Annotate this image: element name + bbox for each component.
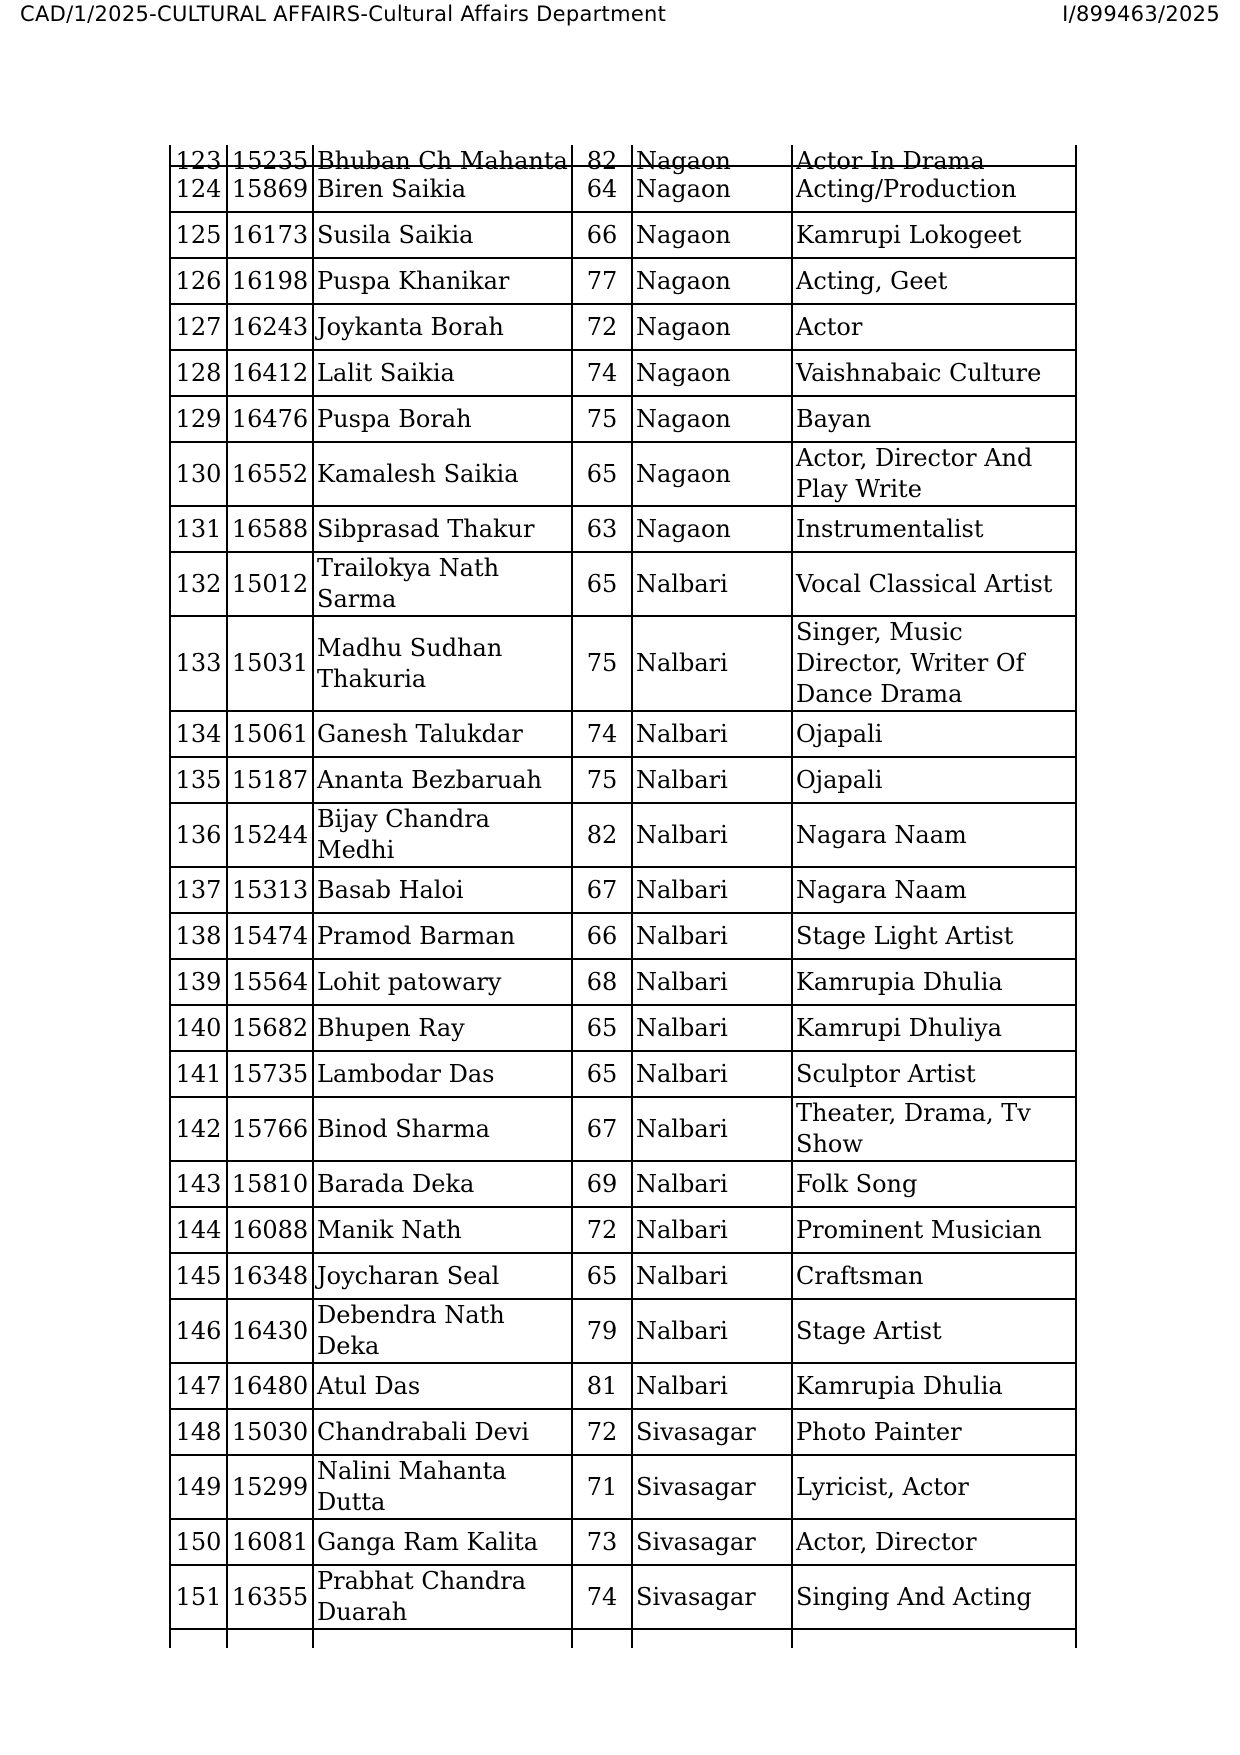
serial-cell: 143 <box>170 1161 227 1207</box>
id-cell: 15735 <box>227 1051 313 1097</box>
artist-table-wrapper <box>169 145 1075 1626</box>
district-cell: Sivasagar <box>632 1519 792 1565</box>
table-row <box>170 145 1076 166</box>
serial-cell: 148 <box>170 1409 227 1455</box>
age-cell: 67 <box>572 867 632 913</box>
serial-cell: 146 <box>170 1299 227 1363</box>
field-cell: Vocal Classical Artist <box>792 552 1076 616</box>
field-cell: Singing And Acting <box>792 1565 1076 1629</box>
field-cell: Photo Painter <box>792 1409 1076 1455</box>
id-cell: 15313 <box>227 867 313 913</box>
serial-cell: 150 <box>170 1519 227 1565</box>
field-cell: Bayan <box>792 396 1076 442</box>
district-cell: Nagaon <box>632 396 792 442</box>
serial-cell: 130 <box>170 442 227 506</box>
id-cell: 15682 <box>227 1005 313 1051</box>
name-cell: Biren Saikia <box>313 166 572 212</box>
age-cell: 74 <box>572 711 632 757</box>
district-cell: Nalbari <box>632 1097 792 1161</box>
district-cell: Nalbari <box>632 1363 792 1409</box>
table-row <box>170 867 1076 913</box>
age-cell: 82 <box>572 803 632 867</box>
district-cell: Sivasagar <box>632 1409 792 1455</box>
age-cell: 65 <box>572 552 632 616</box>
name-cell: Bhuban Ch Mahanta <box>313 145 572 166</box>
district-cell: Nagaon <box>632 212 792 258</box>
name-cell: Nalini Mahanta Dutta <box>313 1455 572 1519</box>
field-cell: Acting/Production <box>792 166 1076 212</box>
id-cell: 16355 <box>227 1565 313 1629</box>
name-cell: Pramod Barman <box>313 913 572 959</box>
field-cell: Kamrupi Lokogeet <box>792 212 1076 258</box>
age-cell: 65 <box>572 1253 632 1299</box>
table-row <box>170 1207 1076 1253</box>
empty-cell <box>170 1629 227 1648</box>
name-cell: Basab Haloi <box>313 867 572 913</box>
field-cell: Ojapali <box>792 711 1076 757</box>
field-cell: Nagara Naam <box>792 803 1076 867</box>
name-cell: Debendra Nath Deka <box>313 1299 572 1363</box>
field-cell: Kamrupia Dhulia <box>792 959 1076 1005</box>
serial-cell: 141 <box>170 1051 227 1097</box>
serial-cell: 149 <box>170 1455 227 1519</box>
serial-cell: 125 <box>170 212 227 258</box>
field-cell: Lyricist, Actor <box>792 1455 1076 1519</box>
name-cell: Atul Das <box>313 1363 572 1409</box>
district-cell: Nalbari <box>632 1051 792 1097</box>
name-cell: Joykanta Borah <box>313 304 572 350</box>
serial-cell: 142 <box>170 1097 227 1161</box>
age-cell: 75 <box>572 757 632 803</box>
district-cell: Nagaon <box>632 442 792 506</box>
district-cell: Nalbari <box>632 616 792 711</box>
district-cell: Nagaon <box>632 506 792 552</box>
serial-cell: 124 <box>170 166 227 212</box>
id-cell: 15869 <box>227 166 313 212</box>
name-cell: Manik Nath <box>313 1207 572 1253</box>
name-cell: Lambodar Das <box>313 1051 572 1097</box>
serial-cell: 140 <box>170 1005 227 1051</box>
district-cell: Nalbari <box>632 803 792 867</box>
name-cell: Ganesh Talukdar <box>313 711 572 757</box>
district-cell: Nalbari <box>632 1005 792 1051</box>
field-cell: Singer, Music Director, Writer Of Dance Drama <box>792 616 1076 711</box>
id-cell: 15766 <box>227 1097 313 1161</box>
serial-cell: 145 <box>170 1253 227 1299</box>
serial-cell: 132 <box>170 552 227 616</box>
id-cell: 15810 <box>227 1161 313 1207</box>
id-cell: 15299 <box>227 1455 313 1519</box>
field-cell: Actor, Director And Play Write <box>792 442 1076 506</box>
table-row <box>170 1455 1076 1519</box>
id-cell: 15187 <box>227 757 313 803</box>
age-cell: 65 <box>572 1005 632 1051</box>
district-cell: Nalbari <box>632 867 792 913</box>
table-row <box>170 913 1076 959</box>
district-cell: Sivasagar <box>632 1565 792 1629</box>
age-cell: 77 <box>572 258 632 304</box>
serial-cell: 123 <box>170 145 227 166</box>
table-row <box>170 959 1076 1005</box>
id-cell: 15031 <box>227 616 313 711</box>
field-cell: Ojapali <box>792 757 1076 803</box>
table-row-empty <box>170 1629 1076 1648</box>
age-cell: 67 <box>572 1097 632 1161</box>
age-cell: 75 <box>572 616 632 711</box>
age-cell: 64 <box>572 166 632 212</box>
district-cell: Nalbari <box>632 552 792 616</box>
district-cell: Nalbari <box>632 1253 792 1299</box>
empty-cell <box>792 1629 1076 1648</box>
field-cell: Theater, Drama, Tv Show <box>792 1097 1076 1161</box>
table-row <box>170 1409 1076 1455</box>
table-row <box>170 396 1076 442</box>
table-row <box>170 1565 1076 1629</box>
age-cell: 66 <box>572 913 632 959</box>
id-cell: 16243 <box>227 304 313 350</box>
id-cell: 15061 <box>227 711 313 757</box>
name-cell: Bijay Chandra Medhi <box>313 803 572 867</box>
table-row <box>170 711 1076 757</box>
table-row <box>170 757 1076 803</box>
age-cell: 79 <box>572 1299 632 1363</box>
name-cell: Kamalesh Saikia <box>313 442 572 506</box>
serial-cell: 129 <box>170 396 227 442</box>
name-cell: Chandrabali Devi <box>313 1409 572 1455</box>
age-cell: 75 <box>572 396 632 442</box>
table-row <box>170 1363 1076 1409</box>
field-cell: Actor In Drama <box>792 145 1076 166</box>
age-cell: 65 <box>572 442 632 506</box>
name-cell: Ganga Ram Kalita <box>313 1519 572 1565</box>
document-reference: CAD/1/2025-CULTURAL AFFAIRS-Cultural Affairs Department <box>20 2 667 26</box>
field-cell: Actor, Director <box>792 1519 1076 1565</box>
id-cell: 16430 <box>227 1299 313 1363</box>
serial-cell: 128 <box>170 350 227 396</box>
table-row <box>170 1097 1076 1161</box>
age-cell: 69 <box>572 1161 632 1207</box>
field-cell: Stage Artist <box>792 1299 1076 1363</box>
id-cell: 16348 <box>227 1253 313 1299</box>
id-cell: 16081 <box>227 1519 313 1565</box>
age-cell: 63 <box>572 506 632 552</box>
table-row <box>170 258 1076 304</box>
field-cell: Craftsman <box>792 1253 1076 1299</box>
id-cell: 15012 <box>227 552 313 616</box>
id-cell: 16412 <box>227 350 313 396</box>
district-cell: Nagaon <box>632 166 792 212</box>
name-cell: Barada Deka <box>313 1161 572 1207</box>
district-cell: Nalbari <box>632 959 792 1005</box>
district-cell: Nalbari <box>632 913 792 959</box>
field-cell: Folk Song <box>792 1161 1076 1207</box>
id-cell: 16088 <box>227 1207 313 1253</box>
artist-table <box>169 145 1077 1648</box>
table-row <box>170 1005 1076 1051</box>
district-cell: Sivasagar <box>632 1455 792 1519</box>
serial-cell: 126 <box>170 258 227 304</box>
district-cell: Nalbari <box>632 1299 792 1363</box>
empty-cell <box>313 1629 572 1648</box>
table-row <box>170 1051 1076 1097</box>
table-row <box>170 552 1076 616</box>
age-cell: 65 <box>572 1051 632 1097</box>
serial-cell: 136 <box>170 803 227 867</box>
name-cell: Binod Sharma <box>313 1097 572 1161</box>
district-cell: Nalbari <box>632 711 792 757</box>
age-cell: 71 <box>572 1455 632 1519</box>
id-cell: 16480 <box>227 1363 313 1409</box>
field-cell: Instrumentalist <box>792 506 1076 552</box>
district-cell: Nagaon <box>632 304 792 350</box>
id-cell: 15564 <box>227 959 313 1005</box>
district-cell: Nagaon <box>632 258 792 304</box>
field-cell: Vaishnabaic Culture <box>792 350 1076 396</box>
name-cell: Trailokya Nath Sarma <box>313 552 572 616</box>
age-cell: 74 <box>572 1565 632 1629</box>
id-cell: 16476 <box>227 396 313 442</box>
table-row <box>170 212 1076 258</box>
field-cell: Nagara Naam <box>792 867 1076 913</box>
age-cell: 82 <box>572 145 632 166</box>
table-row <box>170 1253 1076 1299</box>
serial-cell: 137 <box>170 867 227 913</box>
district-cell: Nalbari <box>632 757 792 803</box>
id-cell: 16173 <box>227 212 313 258</box>
id-cell: 15235 <box>227 145 313 166</box>
field-cell: Actor <box>792 304 1076 350</box>
name-cell: Ananta Bezbaruah <box>313 757 572 803</box>
id-cell: 16588 <box>227 506 313 552</box>
table-row <box>170 304 1076 350</box>
age-cell: 72 <box>572 304 632 350</box>
empty-cell <box>632 1629 792 1648</box>
table-row <box>170 350 1076 396</box>
age-cell: 74 <box>572 350 632 396</box>
id-cell: 15474 <box>227 913 313 959</box>
id-cell: 16198 <box>227 258 313 304</box>
field-cell: Prominent Musician <box>792 1207 1076 1253</box>
district-cell: Nalbari <box>632 1207 792 1253</box>
empty-cell <box>572 1629 632 1648</box>
id-cell: 15244 <box>227 803 313 867</box>
field-cell: Stage Light Artist <box>792 913 1076 959</box>
age-cell: 68 <box>572 959 632 1005</box>
table-row <box>170 1161 1076 1207</box>
field-cell: Kamrupi Dhuliya <box>792 1005 1076 1051</box>
name-cell: Susila Saikia <box>313 212 572 258</box>
name-cell: Prabhat Chandra Duarah <box>313 1565 572 1629</box>
serial-cell: 127 <box>170 304 227 350</box>
table-row <box>170 506 1076 552</box>
district-cell: Nagaon <box>632 350 792 396</box>
age-cell: 66 <box>572 212 632 258</box>
age-cell: 73 <box>572 1519 632 1565</box>
serial-cell: 139 <box>170 959 227 1005</box>
serial-cell: 147 <box>170 1363 227 1409</box>
name-cell: Bhupen Ray <box>313 1005 572 1051</box>
field-cell: Kamrupia Dhulia <box>792 1363 1076 1409</box>
name-cell: Puspa Khanikar <box>313 258 572 304</box>
name-cell: Sibprasad Thakur <box>313 506 572 552</box>
age-cell: 81 <box>572 1363 632 1409</box>
serial-cell: 133 <box>170 616 227 711</box>
name-cell: Puspa Borah <box>313 396 572 442</box>
table-row <box>170 616 1076 711</box>
field-cell: Sculptor Artist <box>792 1051 1076 1097</box>
document-id: I/899463/2025 <box>1062 2 1220 26</box>
serial-cell: 151 <box>170 1565 227 1629</box>
table-row <box>170 803 1076 867</box>
name-cell: Joycharan Seal <box>313 1253 572 1299</box>
field-cell: Acting, Geet <box>792 258 1076 304</box>
district-cell: Nalbari <box>632 1161 792 1207</box>
table-row <box>170 1299 1076 1363</box>
age-cell: 72 <box>572 1409 632 1455</box>
empty-cell <box>227 1629 313 1648</box>
table-row <box>170 442 1076 506</box>
serial-cell: 144 <box>170 1207 227 1253</box>
district-cell: Nagaon <box>632 145 792 166</box>
name-cell: Lalit Saikia <box>313 350 572 396</box>
serial-cell: 131 <box>170 506 227 552</box>
table-row <box>170 1519 1076 1565</box>
serial-cell: 138 <box>170 913 227 959</box>
name-cell: Madhu Sudhan Thakuria <box>313 616 572 711</box>
serial-cell: 135 <box>170 757 227 803</box>
name-cell: Lohit patowary <box>313 959 572 1005</box>
serial-cell: 134 <box>170 711 227 757</box>
artist-table-body <box>170 145 1076 1648</box>
id-cell: 16552 <box>227 442 313 506</box>
id-cell: 15030 <box>227 1409 313 1455</box>
age-cell: 72 <box>572 1207 632 1253</box>
